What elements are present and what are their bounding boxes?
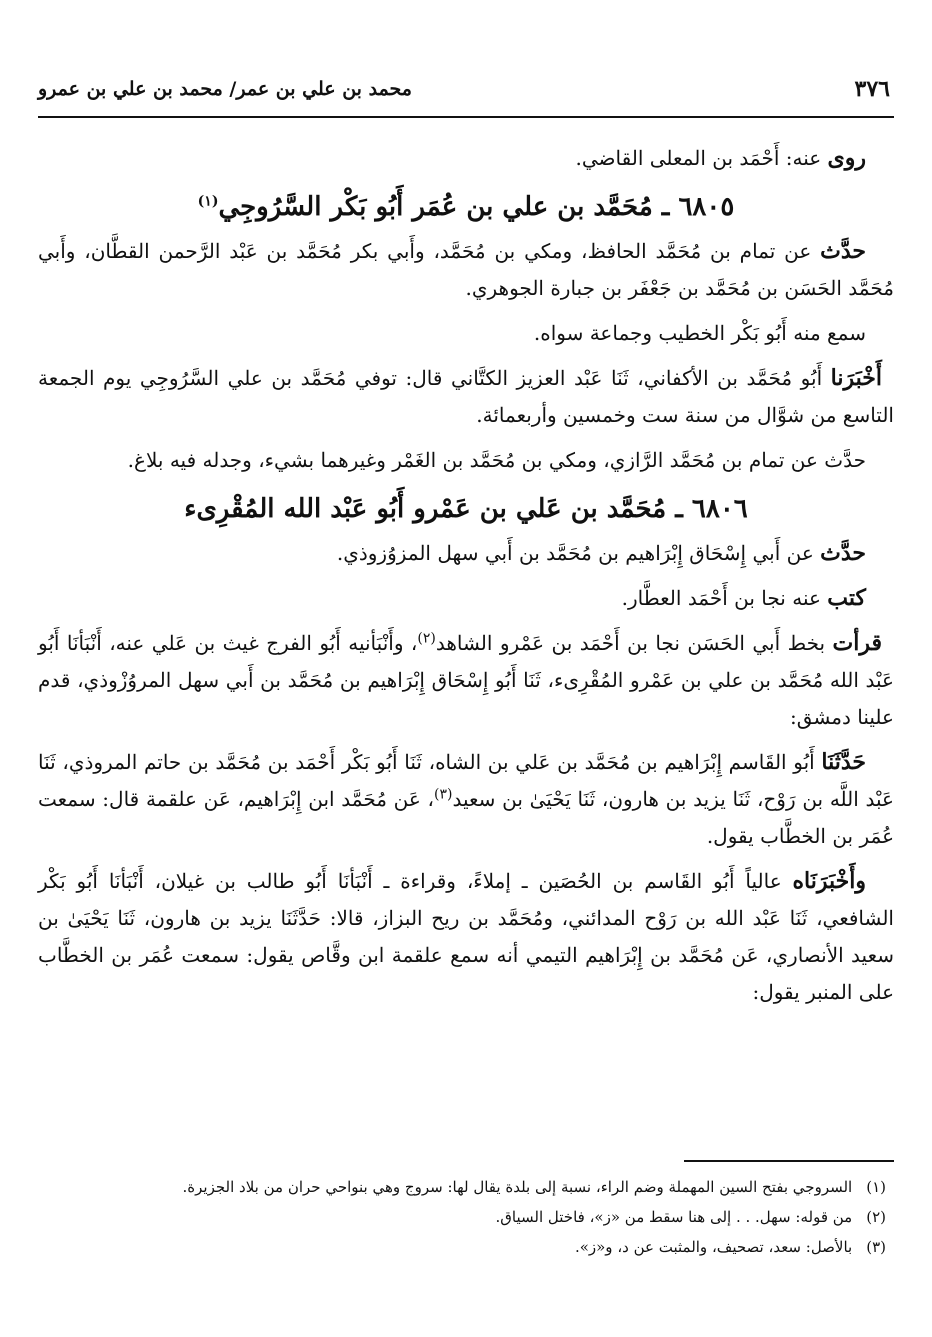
footnote-number: (٢) [866, 1208, 886, 1226]
entry-title-6805 [38, 185, 894, 229]
keyword: حدَّث [820, 238, 866, 264]
keyword: أَخْبَرَنا [830, 365, 882, 391]
entry-title-text: ٦٨٠٦ ـ مُحَمَّد بن عَلي بن عَمْرو أَبُو عَبْد الله المُقْرِىء [184, 494, 748, 524]
paragraph-text: عنه: أَحْمَد بن المعلى القاضي. [575, 146, 828, 170]
paragraph-narrators [38, 140, 894, 177]
paragraph [38, 315, 894, 352]
paragraph [38, 625, 894, 736]
paragraph-text: عنه نجا بن أَحْمَد العطَّار. [621, 586, 828, 610]
paragraph [38, 535, 894, 572]
footnote-ref: (٣) [433, 786, 453, 803]
footnote-2 [38, 1202, 894, 1232]
footnote-number: (١) [866, 1178, 886, 1196]
paragraph [38, 360, 894, 434]
footnote-divider [684, 1160, 894, 1162]
entry-title-text: ٦٨٠٥ ـ مُحَمَّد بن علي بن عُمَر أَبُو بَكْر السَّرُوجِي [218, 192, 735, 222]
keyword: حدَّث [820, 540, 866, 566]
footnote-text: بالأصل: سعد، تصحيف، والمثبت عن د، و«ز». [574, 1238, 853, 1256]
paragraph-text: ، عَن مُحَمَّد ابن إِبْرَاهيم، عَن علقمة قال: سمعت عُمَر بن الخطَّاب يقول. [38, 787, 894, 848]
paragraph-text: أَبُو القَاسم إِبْرَاهيم بن مُحَمَّد بن عَلي بن الشاه، ثَنَا أَبُو بَكْر أَحْمَد بن مُحَمَّد بن حاتم المروذي، ثَنَا عَبْد اللَّه بن رَوْح، ثَنَا يزيد بن هارون، ثَنَا يَحْيَىٰ بن سعيد [38, 750, 894, 811]
running-head: محمد بن علي بن عمر/ محمد بن علي بن عمرو [38, 78, 412, 100]
paragraph-text: حدَّث عن تمام بن مُحَمَّد الرَّازي، ومكي بن مُحَمَّد بن الغَمْر وغيرهما بشيء، وجدله فيه بلاغ. [127, 448, 866, 472]
keyword: وأَخْبَرَنَاه [792, 868, 866, 894]
page-header [38, 76, 894, 118]
footnote-text: من قوله: سهل. . . إلى هنا سقط من «ز»، فاختل السياق. [495, 1208, 853, 1226]
footnotes [38, 1160, 894, 1262]
entry-title-6806 [38, 487, 894, 531]
paragraph [38, 233, 894, 307]
footnote-3 [38, 1232, 894, 1262]
main-text [38, 140, 894, 1019]
footnote-ref: (٢) [417, 630, 436, 647]
paragraph-text: أَبُو مُحَمَّد بن الأكفاني، ثَنَا عَبْد العزيز الكتَّاني قال: توفي مُحَمَّد بن علي السَّرُوجِي يوم الجمعة التاسع من شوَّال من سنة ست وخمسين وأربعمائة. [38, 366, 894, 427]
keyword: روى [827, 145, 866, 171]
paragraph-text: سمع منه أَبُو بَكْر الخطيب وجماعة سواه. [533, 321, 866, 345]
paragraph-text: عالياً أَبُو القَاسم بن الحُصَين ـ إملاءً، وقراءة ـ أَنْبَأنَا أَبُو طالب بن غيلان، أَنْبَأنَا أَبُو بَكْر الشافعي، ثَنَا عَبْد الله بن رَوْح المدائني، ومُحَمَّد بن ريح البزاز، قالا: حَدَّثَنَا يزيد بن هارون، ثَنَا يَحْيَىٰ بن سعيد الأنصاري، عَن مُحَمَّد بن إِبْرَاهيم التيمي أنه سمع علقمة ابن وقَّاص يقول: سمعت عُمَر بن الخطَّاب على المنبر يقول: [38, 869, 894, 1004]
keyword: قرأت [832, 630, 882, 656]
paragraph-text: بخط أَبي الحَسَن نجا بن أَحْمَد بن عَمْرو الشاهد [435, 631, 833, 655]
paragraph [38, 863, 894, 1011]
keyword: كتب [827, 585, 866, 611]
paragraph-text: عن تمام بن مُحَمَّد الحافظ، ومكي بن مُحَمَّد، وأَبي بكر مُحَمَّد بن عَبْد الرَّحمن القطَّان، وأَبي مُحَمَّد الحَسَن بن مُحَمَّد بن جَعْفَر بن جبارة الجوهري. [38, 239, 894, 300]
footnote-1 [38, 1172, 894, 1202]
paragraph-text: ، وأَنْبَأنيه أَبُو الفرج غيث بن عَلي عنه، أَنْبَأنَا أَبُو عَبْد الله مُحَمَّد بن علي بن عَمْرو المُقْرِىء، ثَنَا أَبُو إِسْحَاق إِبْرَاهيم بن مُحَمَّد بن أَبي سهل المروُزْوذي، قدم علينا دمشق: [38, 631, 894, 729]
paragraph-text: عن أَبي إِسْحَاق إِبْرَاهيم بن مُحَمَّد بن أَبي سهل المزوُزوذي. [336, 541, 821, 565]
paragraph [38, 744, 894, 855]
footnote-text: السروجي بفتح السين المهملة وضم الراء، نسبة إلى بلدة يقال لها: سروج وهي بنواحي حران من بلاد الجزيرة. [182, 1178, 853, 1196]
paragraph [38, 580, 894, 617]
paragraph [38, 442, 894, 479]
footnote-number: (٣) [866, 1238, 886, 1256]
footnote-ref: (١) [197, 193, 219, 210]
keyword: حَدَّثَنَا [821, 749, 866, 775]
page-number: ٣٧٦ [854, 76, 890, 102]
